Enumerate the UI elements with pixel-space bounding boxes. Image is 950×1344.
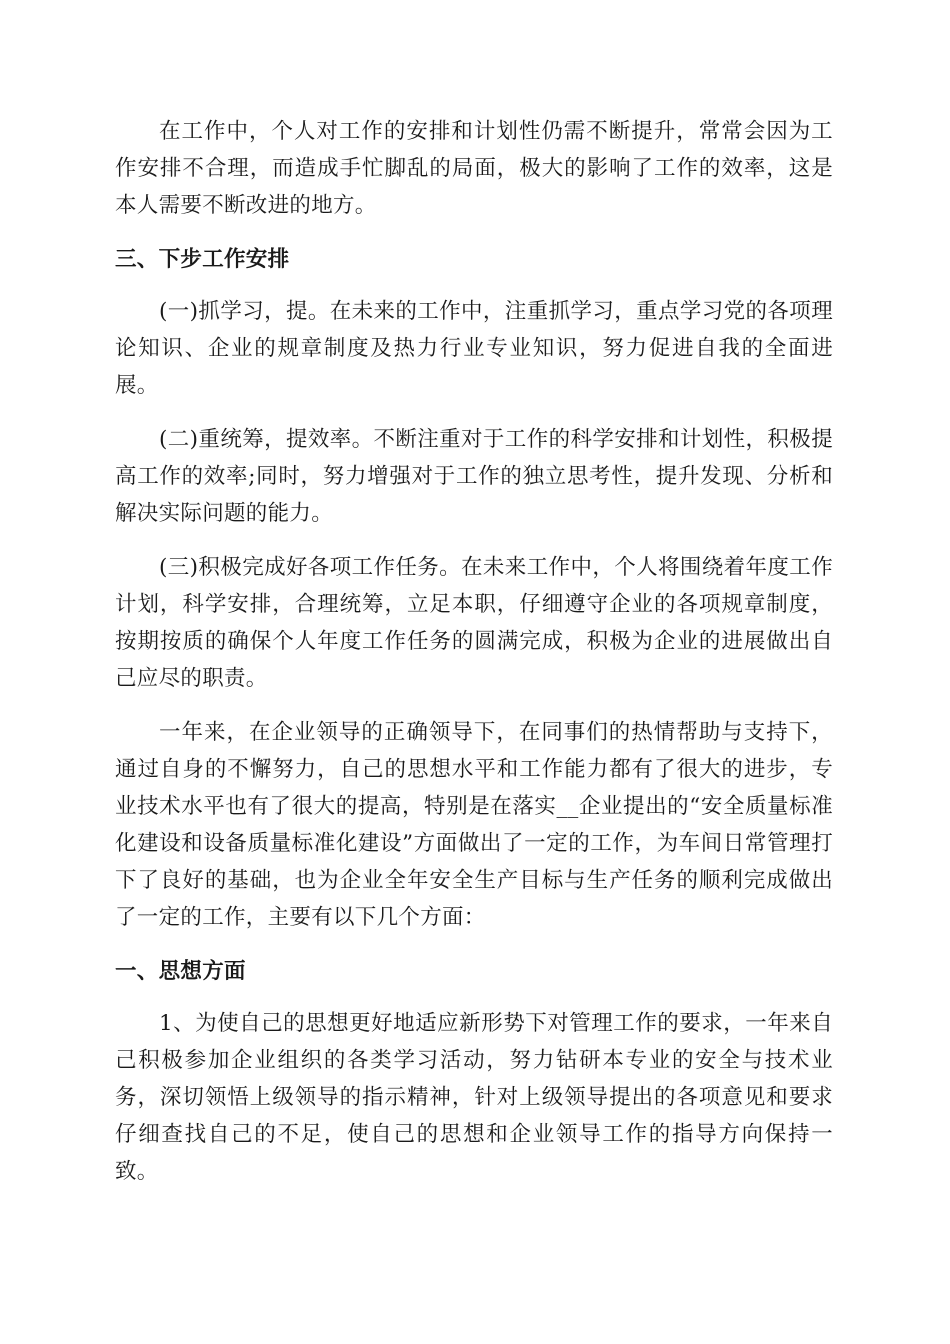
paragraph-year-summary: 一年来，在企业领导的正确领导下，在同事们的热情帮助与支持下，通过自身的不懈努力，自己的思想水平和工作能力都有了很大的进步，专业技术水平也有了很大的提高，特别是在落实__企业提出的“安全质量标准化建设和设备质量标准化建设”方面做出了一定的工作，为车间日常管理打下了良好的基础，也为企业全年安全生产目标与生产任务的顺利完成做出了一定的工作，主要有以下几个方面： (115, 720, 833, 930)
paragraph-thought-1: 1、为使自己的思想更好地适应新形势下对管理工作的要求，一年来自己积极参加企业组织的各类学习活动，努力钻研本专业的安全与技术业务，深切领悟上级领导的指示精神，针对上级领导提出的各项意见和要求仔细查找自己的不足，使自己的思想和企业领导工作的指导方向保持一致。 (115, 1011, 833, 1184)
section-heading-thought: 一、思想方面 (115, 959, 246, 984)
section-heading-next-steps: 三、下步工作安排 (115, 247, 290, 272)
paragraph-efficiency: (二)重统筹，提效率。不断注重对于工作的科学安排和计划性，积极提高工作的效率;同时，努力增强对于工作的独立思考性，提升发现、分析和解决实际问题的能力。 (115, 427, 833, 526)
paragraph-tasks: (三)积极完成好各项工作任务。在未来工作中，个人将围绕着年度工作计划，科学安排，合理统筹，立足本职，仔细遵守企业的各项规章制度，按期按质的确保个人年度工作任务的圆满完成，积极为企业的进展做出自己应尽的职责。 (115, 555, 833, 691)
document-page (115, 113, 833, 1190)
paragraph-work-planning: 在工作中，个人对工作的安排和计划性仍需不断提升，常常会因为工作安排不合理，而造成手忙脚乱的局面，极大的影响了工作的效率，这是本人需要不断改进的地方。 (115, 119, 833, 218)
paragraph-study: (一)抓学习，提。在未来的工作中，注重抓学习，重点学习党的各项理论知识、企业的规章制度及热力行业专业知识，努力促进自我的全面进展。 (115, 299, 833, 398)
